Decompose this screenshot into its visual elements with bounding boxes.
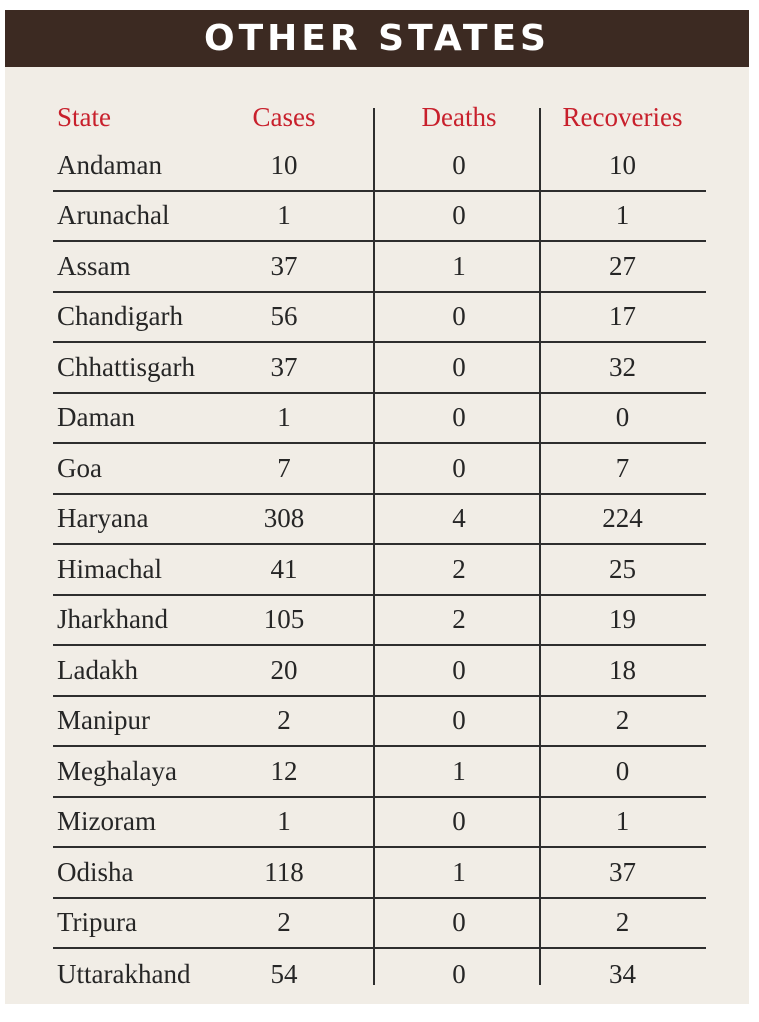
cases-cell: 2 xyxy=(277,705,291,736)
cases-cell: 12 xyxy=(270,755,298,786)
deaths-cell: 0 xyxy=(452,705,466,736)
title-bar xyxy=(5,10,749,67)
table-row xyxy=(53,394,706,445)
deaths-cell: 2 xyxy=(452,553,466,584)
state-cell: Haryana xyxy=(57,503,149,534)
column-header-cases: Cases xyxy=(252,101,316,132)
cases-cell: 20 xyxy=(270,654,298,685)
state-cell: Jharkhand xyxy=(57,604,168,635)
cases-cell: 10 xyxy=(270,149,298,180)
state-cell: Arunachal xyxy=(57,200,170,231)
deaths-cell: 1 xyxy=(452,250,466,281)
deaths-cell: 0 xyxy=(452,806,466,837)
cases-cell: 308 xyxy=(263,503,305,534)
table-row xyxy=(53,949,706,1000)
table-row xyxy=(53,798,706,849)
cases-cell: 54 xyxy=(270,958,298,989)
deaths-cell: 0 xyxy=(452,200,466,231)
state-cell: Andaman xyxy=(57,149,162,180)
table-row xyxy=(53,899,706,950)
table-row xyxy=(53,697,706,748)
state-cell: Chhattisgarh xyxy=(57,351,195,382)
states-table xyxy=(53,93,706,1000)
state-cell: Daman xyxy=(57,402,135,433)
state-cell: Meghalaya xyxy=(57,755,177,786)
table-row xyxy=(53,646,706,697)
state-cell: Goa xyxy=(57,452,102,483)
table-body xyxy=(53,141,706,1000)
table-row xyxy=(53,192,706,243)
state-cell: Uttarakhand xyxy=(57,958,191,989)
table-row xyxy=(53,242,706,293)
recoveries-cell: 34 xyxy=(609,958,636,989)
deaths-cell: 0 xyxy=(452,402,466,433)
table-header-row xyxy=(53,93,706,141)
table-row xyxy=(53,141,706,192)
table-row xyxy=(53,343,706,394)
cases-cell: 1 xyxy=(277,402,291,433)
recoveries-cell: 27 xyxy=(609,250,636,281)
recoveries-cell: 18 xyxy=(609,654,636,685)
state-cell: Tripura xyxy=(57,907,138,938)
cases-cell: 41 xyxy=(270,553,298,584)
recoveries-cell: 2 xyxy=(615,907,630,938)
cases-cell: 37 xyxy=(270,351,298,382)
deaths-cell: 0 xyxy=(452,301,466,332)
recoveries-cell: 0 xyxy=(615,402,630,433)
cases-cell: 118 xyxy=(264,856,304,887)
state-cell: Odisha xyxy=(57,856,134,887)
other-states-panel xyxy=(5,10,749,1004)
cases-cell: 2 xyxy=(277,907,291,938)
deaths-cell: 0 xyxy=(452,149,466,180)
state-cell: Himachal xyxy=(57,553,162,584)
state-cell: Manipur xyxy=(57,705,150,736)
column-header-deaths: Deaths xyxy=(421,101,497,132)
recoveries-cell: 7 xyxy=(615,452,630,483)
recoveries-cell: 37 xyxy=(609,856,636,887)
deaths-cell: 0 xyxy=(452,351,466,382)
recoveries-cell: 224 xyxy=(602,503,643,534)
deaths-cell: 2 xyxy=(452,604,466,635)
state-cell: Ladakh xyxy=(57,654,138,685)
recoveries-cell: 10 xyxy=(609,149,636,180)
deaths-cell: 0 xyxy=(452,958,466,989)
recoveries-cell: 0 xyxy=(615,755,630,786)
cases-cell: 7 xyxy=(277,452,291,483)
recoveries-cell: 1 xyxy=(615,200,630,231)
cases-cell: 1 xyxy=(277,200,291,231)
table-row xyxy=(53,545,706,596)
table-row xyxy=(53,293,706,344)
panel-title: OTHER STATES xyxy=(204,18,550,59)
deaths-cell: 4 xyxy=(452,503,466,534)
column-header-recoveries: Recoveries xyxy=(562,101,683,132)
table-row xyxy=(53,596,706,647)
recoveries-cell: 19 xyxy=(609,604,636,635)
deaths-cell: 0 xyxy=(452,452,466,483)
cases-cell: 105 xyxy=(263,604,305,635)
column-header-state: State xyxy=(57,101,111,132)
state-cell: Chandigarh xyxy=(57,301,183,332)
deaths-cell: 0 xyxy=(452,654,466,685)
deaths-cell: 1 xyxy=(452,755,466,786)
recoveries-cell: 25 xyxy=(609,553,636,584)
cases-cell: 56 xyxy=(270,301,298,332)
recoveries-cell: 32 xyxy=(609,351,636,382)
recoveries-cell: 2 xyxy=(615,705,630,736)
state-cell: Assam xyxy=(57,250,131,281)
cases-cell: 1 xyxy=(277,806,291,837)
table-row xyxy=(53,444,706,495)
table-row xyxy=(53,495,706,546)
cases-cell: 37 xyxy=(270,250,298,281)
state-cell: Mizoram xyxy=(57,806,156,837)
table-row xyxy=(53,747,706,798)
table-row xyxy=(53,848,706,899)
deaths-cell: 1 xyxy=(452,856,466,887)
deaths-cell: 0 xyxy=(452,907,466,938)
recoveries-cell: 17 xyxy=(609,301,636,332)
recoveries-cell: 1 xyxy=(615,806,630,837)
